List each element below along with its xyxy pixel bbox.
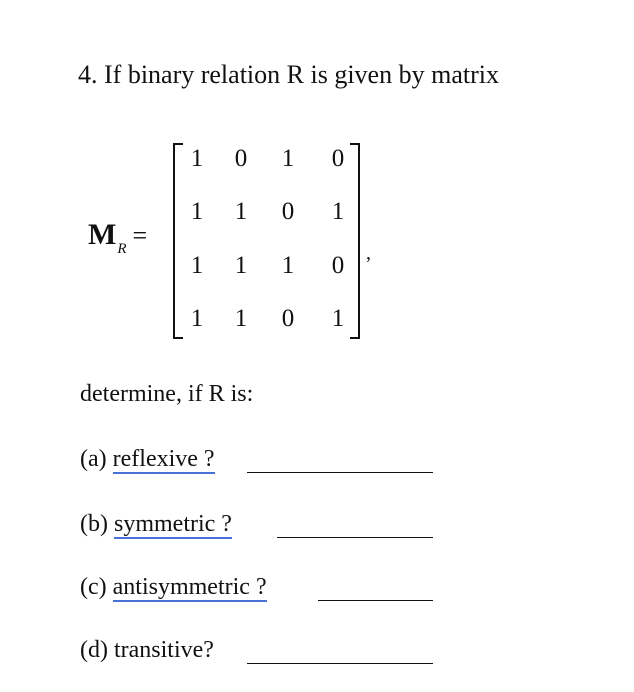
part-a bbox=[80, 446, 215, 473]
matrix-cell: 1 bbox=[331, 198, 345, 225]
matrix-symbol: M bbox=[88, 218, 117, 251]
question-title bbox=[78, 60, 499, 90]
prompt-text: determine, if R is: bbox=[80, 381, 254, 407]
part-letter: (d) bbox=[80, 637, 108, 663]
answer-line-c[interactable] bbox=[318, 600, 433, 601]
matrix-label bbox=[88, 218, 148, 257]
part-term: reflexive ? bbox=[112, 446, 215, 472]
matrix-cell: 1 bbox=[281, 252, 295, 279]
question-text: If binary relation R is given by matrix bbox=[104, 60, 499, 89]
matrix-cell: 1 bbox=[234, 198, 248, 225]
matrix-cell: 0 bbox=[331, 145, 345, 172]
matrix-cell: 0 bbox=[281, 198, 295, 225]
matrix-trailing-comma: , bbox=[366, 242, 371, 264]
matrix-cell: 1 bbox=[281, 145, 295, 172]
matrix-cell: 1 bbox=[190, 145, 204, 172]
part-letter: (b) bbox=[80, 511, 108, 537]
question-number: 4. bbox=[78, 60, 98, 89]
part-letter: (c) bbox=[80, 574, 107, 600]
part-term: transitive? bbox=[113, 637, 214, 663]
matrix-cell: 0 bbox=[331, 252, 345, 279]
answer-line-d[interactable] bbox=[247, 663, 433, 664]
part-d bbox=[80, 637, 214, 664]
matrix-subscript: R bbox=[117, 241, 127, 257]
part-c bbox=[80, 574, 267, 601]
matrix-cell: 0 bbox=[281, 305, 295, 332]
part-b bbox=[80, 511, 232, 538]
matrix-cell: 1 bbox=[190, 198, 204, 225]
part-letter: (a) bbox=[80, 446, 107, 472]
matrix-cell: 1 bbox=[234, 305, 248, 332]
matrix-cell: 1 bbox=[190, 252, 204, 279]
matrix-cell: 0 bbox=[234, 145, 248, 172]
matrix-cell: 1 bbox=[190, 305, 204, 332]
matrix-equals: = bbox=[132, 221, 148, 250]
answer-line-b[interactable] bbox=[277, 537, 433, 538]
matrix-cell: 1 bbox=[331, 305, 345, 332]
matrix-cell: 1 bbox=[234, 252, 248, 279]
answer-line-a[interactable] bbox=[247, 472, 433, 473]
part-term: symmetric ? bbox=[113, 511, 232, 537]
part-term: antisymmetric ? bbox=[112, 574, 267, 600]
